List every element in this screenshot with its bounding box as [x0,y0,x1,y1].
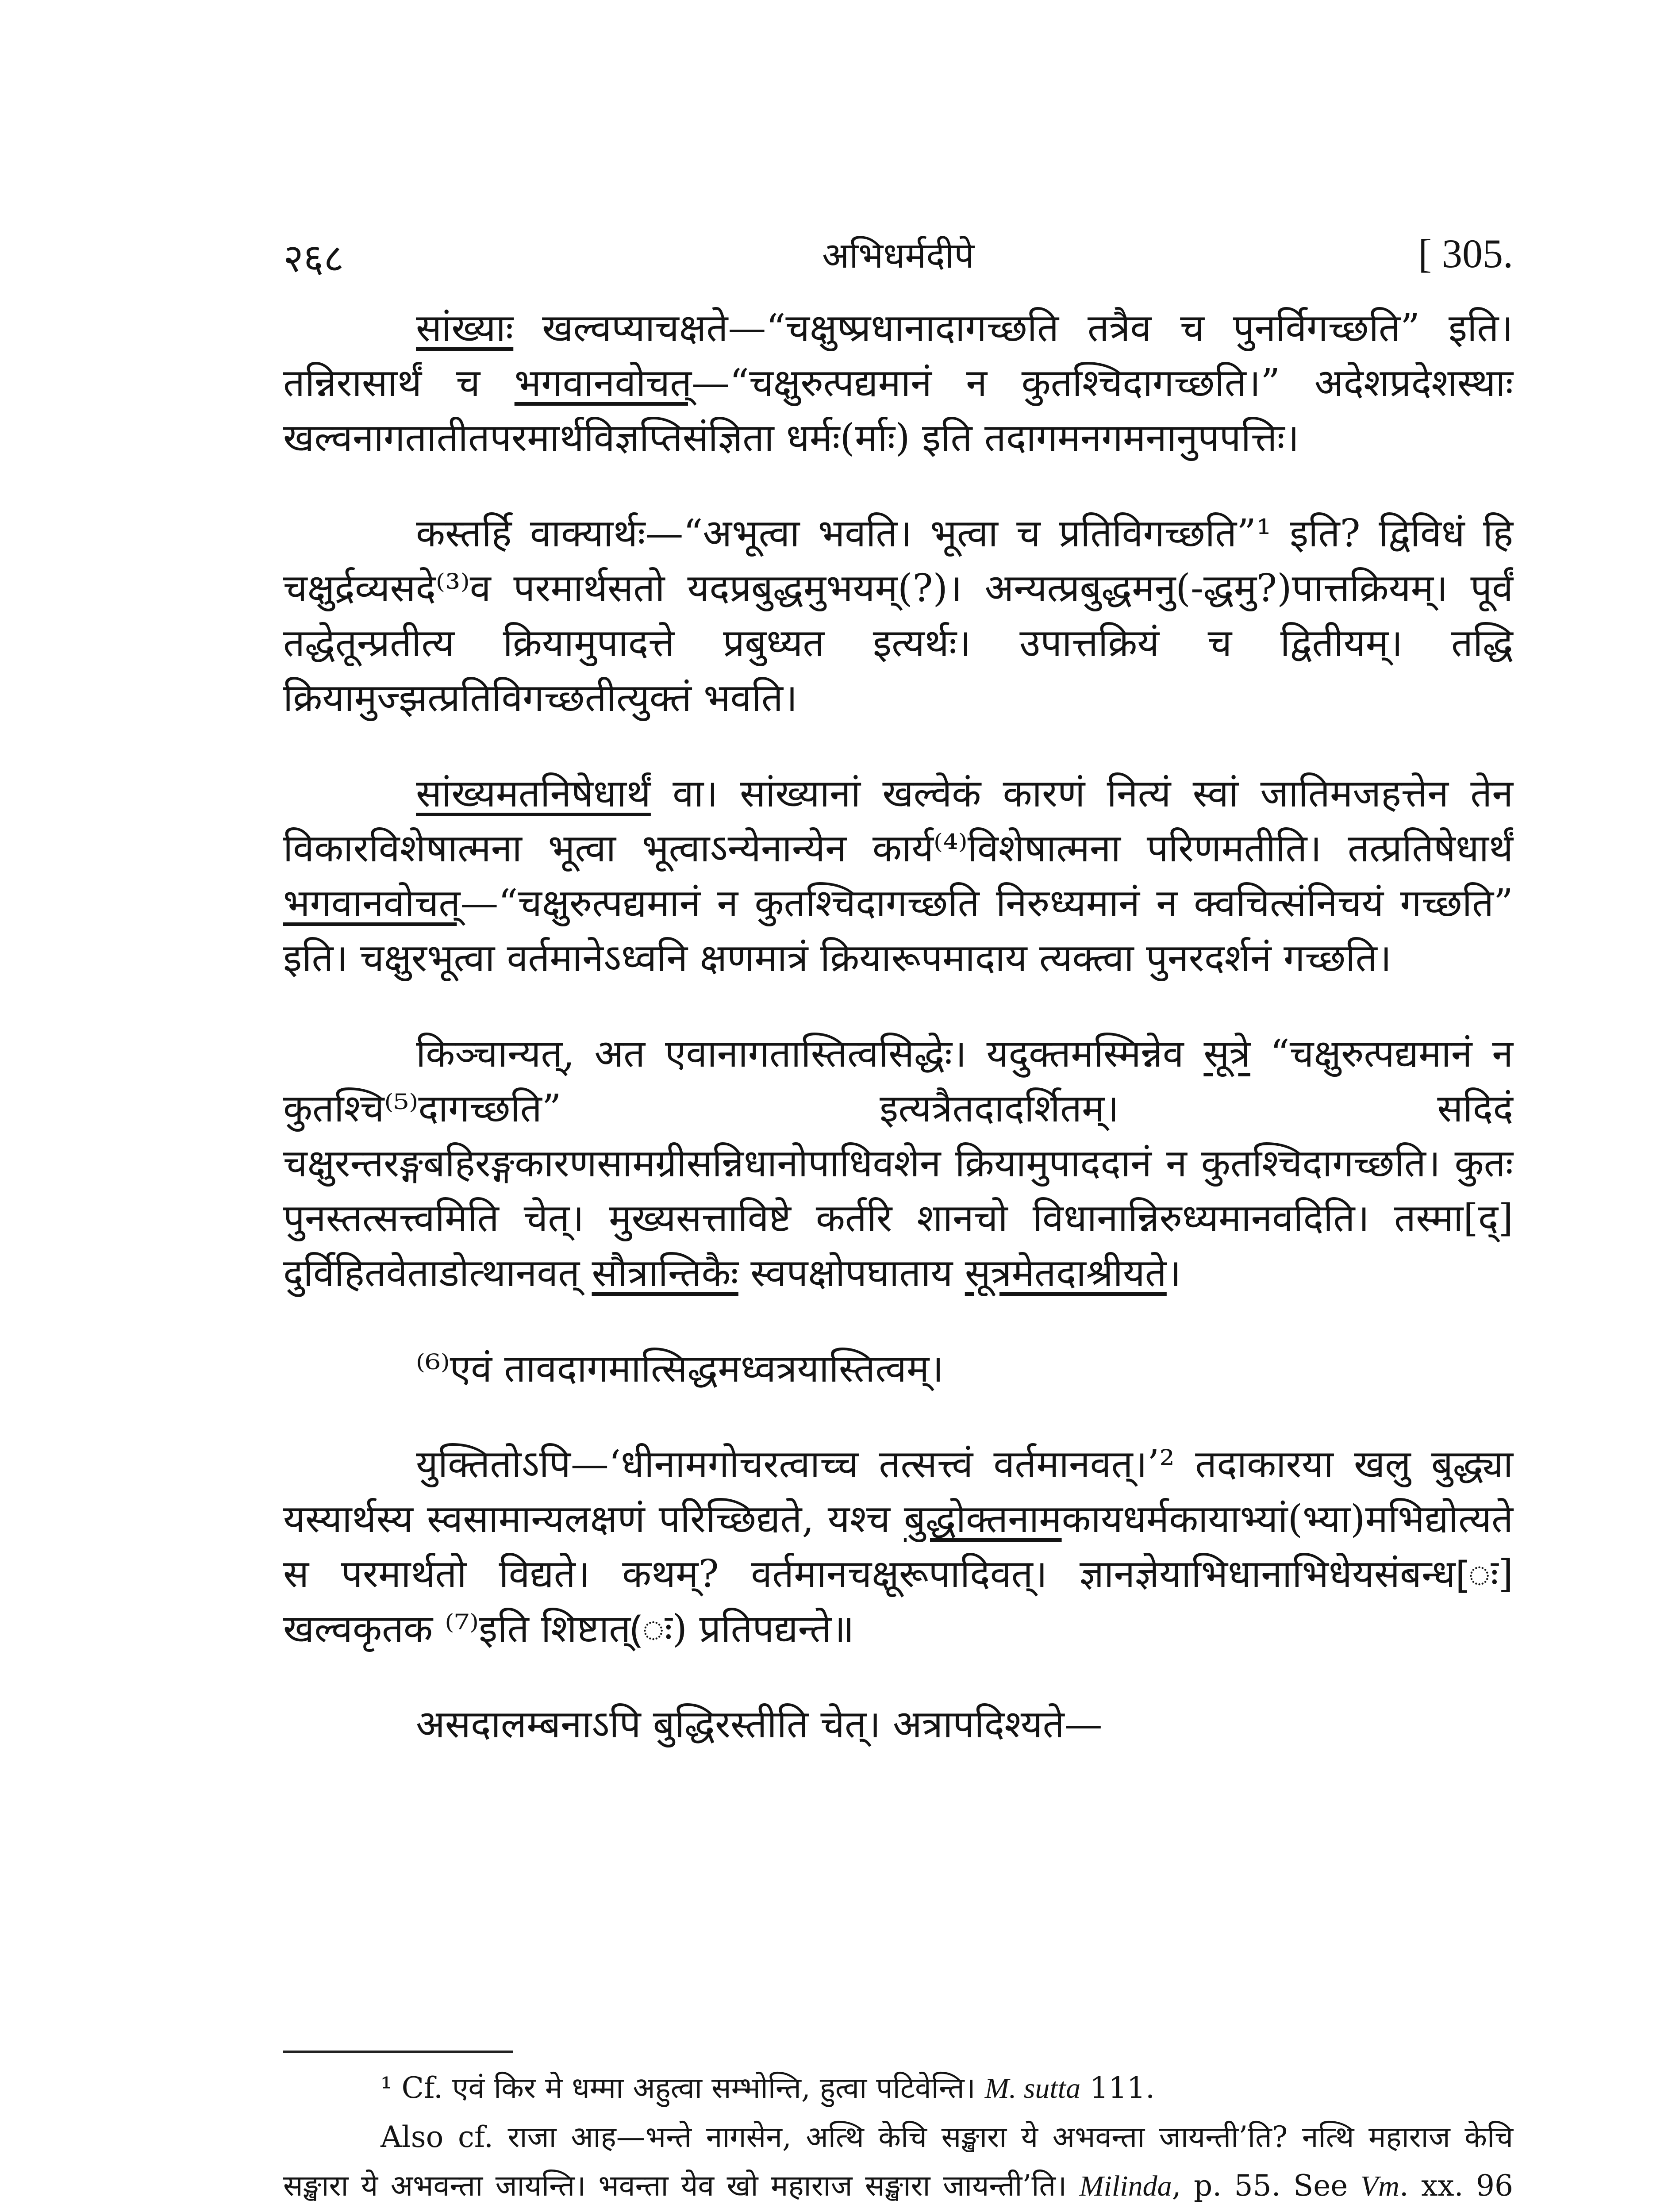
underlined-term: भगवानवोचत् [283,881,461,926]
paragraph-text: “चक्षुरुत्पद्यमानं न कुतश्चि⁽⁵⁾दागच्छति” इत्यत्रैतदादर्शितम्। सदिदं चक्षुरन्तरङ्गबहिरङ्गकारणसामग्रीसन्निधानोपाधिवशेन क्रियामुपाददानं न कुतश्चिदागच्छति। कुतः पुनस्तत्सत्त्वमिति चेत्। मुख्यसत्ताविष्टे कर्तरि शानचो विधानान्निरुध्यमानवदिति। तस्मा[द्] दुर्विहितवेताडोत्थानवत् [283,1032,1514,1295]
footnote-1-continued [283,2113,1513,2212]
paragraph-text: —“चक्षुरुत्पद्यमानं न कुतश्चिदागच्छति।” अदेशप्रदेशस्थाः खल्वनागतातीतपरमार्थविज्ञप्तिसंज्ञिता धर्मः(र्माः) इति तदागमनगमनानुपपत्तिः। [283,361,1513,460]
paragraph [283,1341,1513,1396]
running-header [283,230,1513,283]
underlined-term: सौत्रान्तिकैः [592,1251,738,1295]
footnote-text: Also cf. राजा आह—भन्ते नागसेन, अत्थि केचि सङ्खारा ये अभवन्ता जायन्ती’ति? नत्थि महाराज केचि सङ्खारा ये अभवन्ता जायन्ति। भवन्ता येव खो महाराज सङ्खारा जायन्ती’ति। [283,2120,1513,2203]
underlined-term: सांख्यमतनिषेधार्थं [416,772,651,816]
paragraph-text: । [1166,1251,1181,1295]
paragraph [283,301,1513,465]
paragraph-text: स्वपक्षोपघाताय [738,1251,965,1295]
running-title: अभिधर्मदीपे [822,235,974,276]
footnote-text: . xx. 96 [1399,2169,1514,2203]
footnote-marker: ¹ [381,2071,392,2105]
paragraph [283,506,1513,726]
paragraph-text: कायधर्मकायाभ्यां(भ्या)मभिद्योत्यते स परमार्थतो विद्यते। कथम्? वर्तमानचक्षूरूपादिवत्। ज्ञानज्ञेयाभिधानाभिधेयसंबन्ध[ः] खल्वकृतक ⁽⁷⁾इति शिष्टात्(ः) प्रतिपद्यन्ते॥ [283,1497,1513,1651]
paragraph [283,1697,1513,1752]
paragraph-text: ⁽⁶⁾एवं तावदागमात्सिद्धमध्वत्रयास्तित्वम्। [416,1347,944,1391]
footnote-text: 111. [1080,2071,1155,2105]
page-number: २६८ [283,235,344,281]
paragraph [283,1437,1513,1656]
paragraph-text: किञ्चान्यत्, अत एवानागतास्तित्वसिद्धेः। यदुक्तमस्मिन्नेव [416,1032,1204,1076]
karika-reference: [ 305. [1418,231,1513,276]
citation: Vm [1360,2170,1399,2202]
footnote-rule [283,2051,513,2053]
paragraph-text: युक्तितोऽपि—‘धीनामगोचरत्वाच्च तत्सत्त्वं वर्तमानवत्।’² तदाकारया खलु बुद्ध्या यस्यार्थस्य स्वसामान्यलक्षणं परिच्छिद्यते, यश्च [283,1442,1513,1541]
citation: M. sutta [984,2072,1081,2104]
footnote-text: Cf. एवं किर मे धम्मा अहुत्वा सम्भोन्ति, हुत्वा पटिवेन्ति। [392,2071,985,2105]
paragraph [283,1026,1513,1301]
footnote-text: , p. 55. See [1172,2169,1361,2203]
footnotes [283,2064,1513,2212]
underlined-term: भगवानवोचत् [514,361,692,405]
footnote-1 [283,2064,1513,2113]
paragraph-text: —“चक्षुरुत्पद्यमानं न कुतश्चिदागच्छति निरुध्यमानं न क्वचित्संनिचयं गच्छति” इति। चक्षुरभूत्वा वर्तमानेऽध्वनि क्षणमात्रं क्रियारूपमादाय त्यक्त्वा पुनरदर्शनं गच्छति। [283,881,1513,980]
main-text [283,301,1513,1793]
underlined-term: सूत्रमेतदाश्रीयते [965,1251,1167,1295]
underlined-term: सूत्रे [1203,1032,1250,1076]
paragraph [283,766,1513,986]
citation: Milinda [1079,2170,1172,2202]
paragraph-text: खल्वप्याचक्षते—“चक्षुष्प्रधानादागच्छति तत्रैव च पुनर्विगच्छति” इति। तन्निरासार्थं च [283,306,1513,405]
paragraph-text: वा। सांख्यानां खल्वेकं कारणं नित्यं स्वां जातिमजहत्तेन तेन विकारविशेषात्मना भूत्वा भूत्वाऽन्येनान्येन कार्य⁽⁴⁾विशेषात्मना परिणमतीति। तत्प्रतिषेधार्थं [283,772,1513,871]
paragraph-text: कस्तर्हि वाक्यार्थः—“अभूत्वा भवति। भूत्वा च प्रतिविगच्छति”¹ इति? द्विविधं हि चक्षुर्द्रव्यसदे⁽³⁾व परमार्थसतो यदप्रबुद्धमुभयम्(?)। अन्यत्प्रबुद्धमनु(-द्धमु?)पात्तक्रियम्। पूर्वं तद्धेतून्प्रतीत्य क्रियामुपादत्ते प्रबुध्यत इत्यर्थः। उपात्तक्रियं च द्वितीयम्। तद्धि क्रियामुज्झत्प्रतिविगच्छतीत्युक्तं भवति। [283,511,1513,720]
underlined-term: बुद्धोक्तनाम [903,1497,1062,1541]
paragraph-text: असदालम्बनाऽपि बुद्धिरस्तीति चेत्। अत्रापदिश्यते— [416,1702,1103,1747]
underlined-term: सांख्याः [416,306,514,350]
